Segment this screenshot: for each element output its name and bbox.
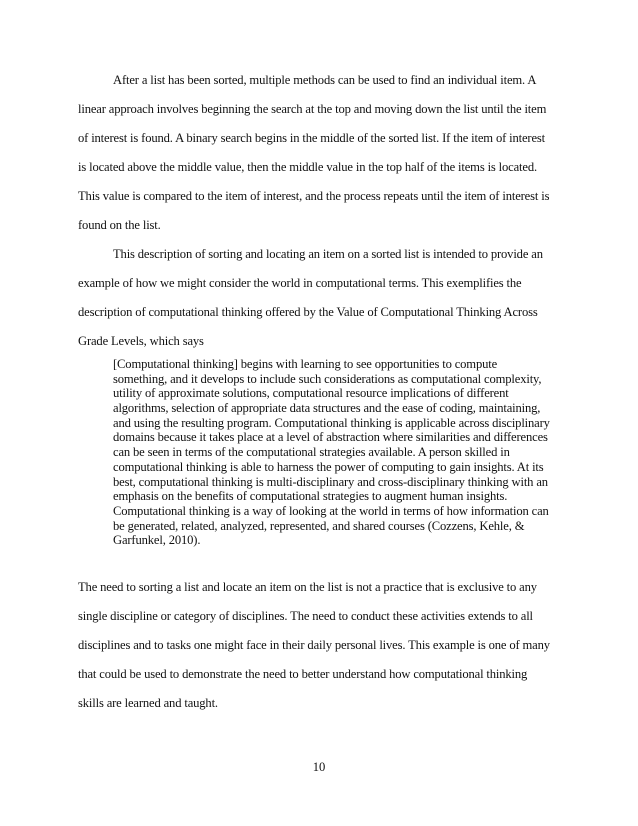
paragraph1-line-2: linear approach involves beginning the search at the top and moving down the list until the item — [78, 102, 547, 116]
paragraph2-line-4: Grade Levels, which says — [78, 334, 204, 348]
paragraph3-line-4: that could be used to demonstrate the need to better understand how computational thinking — [78, 667, 528, 681]
paragraph2-line-3: description of computational thinking offered by the Value of Computational Thinking Across — [78, 305, 538, 319]
paragraph3-line-3: disciplines and to tasks one might face in their daily personal lives. This example is one of many — [78, 638, 550, 652]
paragraph3-line-5: skills are learned and taught. — [78, 696, 218, 710]
quote-line-10: emphasis on the benefits of computational strategies to augment human insights. — [113, 489, 508, 504]
quote-line-11: Computational thinking is a way of looking at the world in terms of how information can — [113, 503, 549, 518]
quote-line-9: best, computational thinking is multi-disciplinary and cross-disciplinary thinking with an — [113, 474, 548, 489]
paragraph2-line-1: This description of sorting and locating an item on a sorted list is intended to provide an — [113, 247, 543, 261]
paragraph1-line-5: This value is compared to the item of interest, and the process repeats until the item of interest is — [78, 189, 550, 203]
paragraph1-line-6: found on the list. — [78, 218, 161, 232]
quote-line-6: domains because it takes place at a level of abstraction where similarities and differences — [113, 430, 548, 445]
quote-line-7: can be seen in terms of the computational strategies available. A person skilled in — [113, 445, 510, 460]
quote-line-3: utility of approximate solutions, computational resource implications of different — [113, 386, 509, 401]
quote-line-8: computational thinking is able to harness the power of computing to gain insights. At its — [113, 459, 544, 474]
block-quote — [113, 357, 565, 548]
quote-line-13: Garfunkel, 2010). — [113, 533, 201, 548]
paragraph2-line-2: example of how we might consider the world in computational terms. This exemplifies the — [78, 276, 522, 290]
quote-line-2: something, and it develops to include such considerations as computational complexity, — [113, 371, 542, 386]
quote-line-1: [Computational thinking] begins with learning to see opportunities to compute — [113, 357, 498, 371]
quote-line-12: be generated, related, analyzed, represented, and shared courses (Cozzens, Kehle, & — [113, 518, 525, 533]
paragraph3-line-2: single discipline or category of disciplines. The need to conduct these activities extends to all — [78, 609, 533, 623]
page-number: 10 — [312, 760, 326, 774]
quote-line-4: algorithms, selection of appropriate data structures and the ease of coding, maintaining, — [113, 401, 541, 416]
paragraph1-line-4: is located above the middle value, then the middle value in the top half of the items is located. — [78, 160, 537, 174]
paragraph3-line-1: The need to sorting a list and locate an item on the list is not a practice that is exclusive to any — [78, 580, 537, 594]
paragraph1-line-1: After a list has been sorted, multiple methods can be used to find an individual item. A — [113, 73, 537, 87]
quote-line-5: and using the resulting program. Computational thinking is applicable across disciplinary — [113, 415, 550, 430]
paragraph1-line-3: of interest is found. A binary search begins in the middle of the sorted list. If the item of interest — [78, 131, 546, 145]
